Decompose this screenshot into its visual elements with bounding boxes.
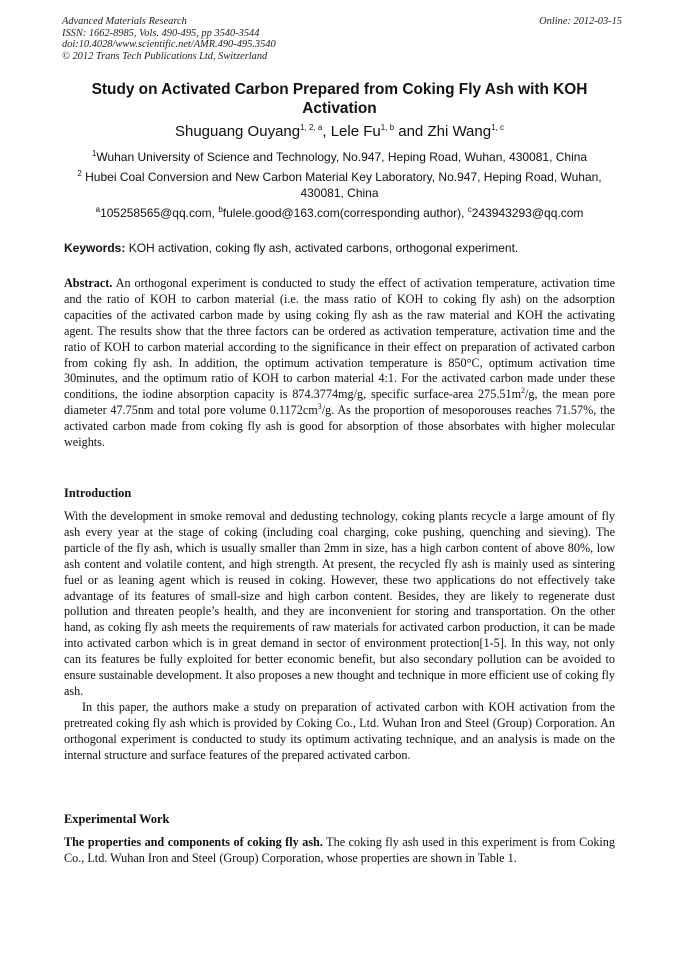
experimental-text: The coking fly ash used in this experiment is from Coking Co., Ltd. Wuhan Iron and Steel (Group) Corporation, whose properties are shown in Table 1. xyxy=(64,835,615,865)
affiliation-marker: 2 xyxy=(77,169,82,178)
affiliation-text: Wuhan University of Science and Technology, No.947, Heping Road, Wuhan, 430081, China xyxy=(96,150,588,164)
subsection-heading: The properties and components of coking fly ash. xyxy=(64,835,323,849)
email-c: 243943293@qq.com xyxy=(471,206,584,220)
author-name: Shuguang Ouyang xyxy=(174,123,301,140)
abstract xyxy=(64,276,615,451)
introduction-paragraph-1: With the development in smoke removal and dedusting technology, coking plants recycle a large amount of fly ash every year at the stage of coking (including coal charging, coke pushing, quenching and sieving). The particle of the fly ash, which is usually smaller than 2mm in size, has a high carbon content of above 80%, low ash content and volatile content, and high strength. At present, the recycled fly ash is mainly used as sintering fuel or as leaning agent which is reused in coking. However, these two applications do not effectively take advantage of its features of small-size and high carbon content. Besides, they are likely to regenerate dust pollution and threaten people’s health, and they are inconvenient for storing and transportation. On the other hand, as coking fly ash meets the requirements of raw materials for activated carbon production, it can be made into activated carbon which is in great demand in sector of environment protection[1-5]. In this way, not only can its features be fully exploited for better economic benefit, but also secondary pollution can be avoided to ensure sustainable development. It also proposes a new thought and technique in more efficient use of coking fly ash. xyxy=(64,509,615,698)
doi-line: doi:10.4028/www.scientific.net/AMR.490-495.3540 xyxy=(62,39,276,51)
author-separator: and xyxy=(394,123,428,140)
email-marker: a xyxy=(95,205,101,214)
copyright-line: © 2012 Trans Tech Publications Ltd, Switzerland xyxy=(62,50,268,62)
author-name: Lele Fu xyxy=(330,123,381,140)
email-marker: b xyxy=(218,205,223,214)
email-line xyxy=(62,205,617,221)
abstract-text: An orthogonal experiment is conducted to study the effect of activation temperature, activation time and the ratio of KOH to carbon material (i.e. the mass ratio of KOH to coking fly ash) on the adsorption capacities of the activated carbon made by using coking fly ash as the raw material and KOH the activating agent. The results show that the three factors can be ordered as activation temperature, activation time and the ratio of KOH to carbon material according to the significance in their effect on preparation of activated carbon from coking fly ash. In addition, the optimum activation temperature is 850°C, optimum activation time 30minutes, and the optimum ratio of KOH to carbon material 4:1. For the activated carbon made under these conditions, the iodine absorption capacity is 874.3774mg/g, specific surface-area 275.51m xyxy=(64,276,615,402)
author-affiliation-marker: 1, b xyxy=(380,123,395,132)
journal-name: Advanced Materials Research xyxy=(62,16,187,27)
experimental-body xyxy=(64,835,615,867)
keywords xyxy=(64,241,615,257)
paper-title: Study on Activated Carbon Prepared from Coking Fly Ash with KOH Activation xyxy=(91,81,588,117)
author-affiliation-marker: 1, c xyxy=(491,123,504,132)
superscript: 2 xyxy=(521,386,526,396)
author-name: Zhi Wang xyxy=(427,123,492,140)
section-heading-introduction: Introduction xyxy=(64,486,132,500)
keywords-text: KOH activation, coking fly ash, activated carbons, orthogonal experiment. xyxy=(125,241,519,255)
online-date: Online: 2012-03-15 xyxy=(539,16,622,27)
email-b: fulele.good@163.com(corresponding author), xyxy=(222,206,468,220)
abstract-text: /g. As the proportion of mesoporouses reaches 71.57%, the activated carbon made from coking fly ash is good for absorption of those absorbates with higher molecular weights. xyxy=(64,403,615,450)
author-affiliation-marker: 1, 2, a xyxy=(300,123,323,132)
section-heading-experimental: Experimental Work xyxy=(64,812,170,826)
abstract-text: /g, the mean pore diameter 47.75nm and total pore volume 0.1172cm xyxy=(64,387,615,418)
affiliation-2 xyxy=(62,169,617,201)
affiliation-text: Hubei Coal Conversion and New Carbon Material Key Laboratory, No.947, Heping Road, Wuhan, 430081, China xyxy=(81,170,602,200)
keywords-label: Keywords: xyxy=(64,241,126,255)
email-a: 105258565@qq.com, xyxy=(100,206,219,220)
introduction-body xyxy=(64,509,615,764)
abstract-label: Abstract. xyxy=(64,276,113,290)
affiliation-1 xyxy=(62,149,617,165)
affiliation-marker: 1 xyxy=(91,149,97,158)
journal-header xyxy=(62,16,622,62)
superscript: 3 xyxy=(317,402,322,412)
introduction-paragraph-2: In this paper, the authors make a study on preparation of activated carbon with KOH activation from the pretreated coking fly ash which is provided by Coking Co., Ltd. Wuhan Iron and Steel (Group) Corporation. An orthogonal experiment is conducted to study its optimum activating technique, and an analysis is made on the internal structure and surface features of the prepared activated carbon. xyxy=(64,699,615,762)
email-marker: c xyxy=(467,205,472,214)
issn-line: ISSN: 1662-8985, Vols. 490-495, pp 3540-3544 xyxy=(62,27,260,39)
author-list xyxy=(62,122,617,142)
author-separator: , xyxy=(322,123,331,140)
